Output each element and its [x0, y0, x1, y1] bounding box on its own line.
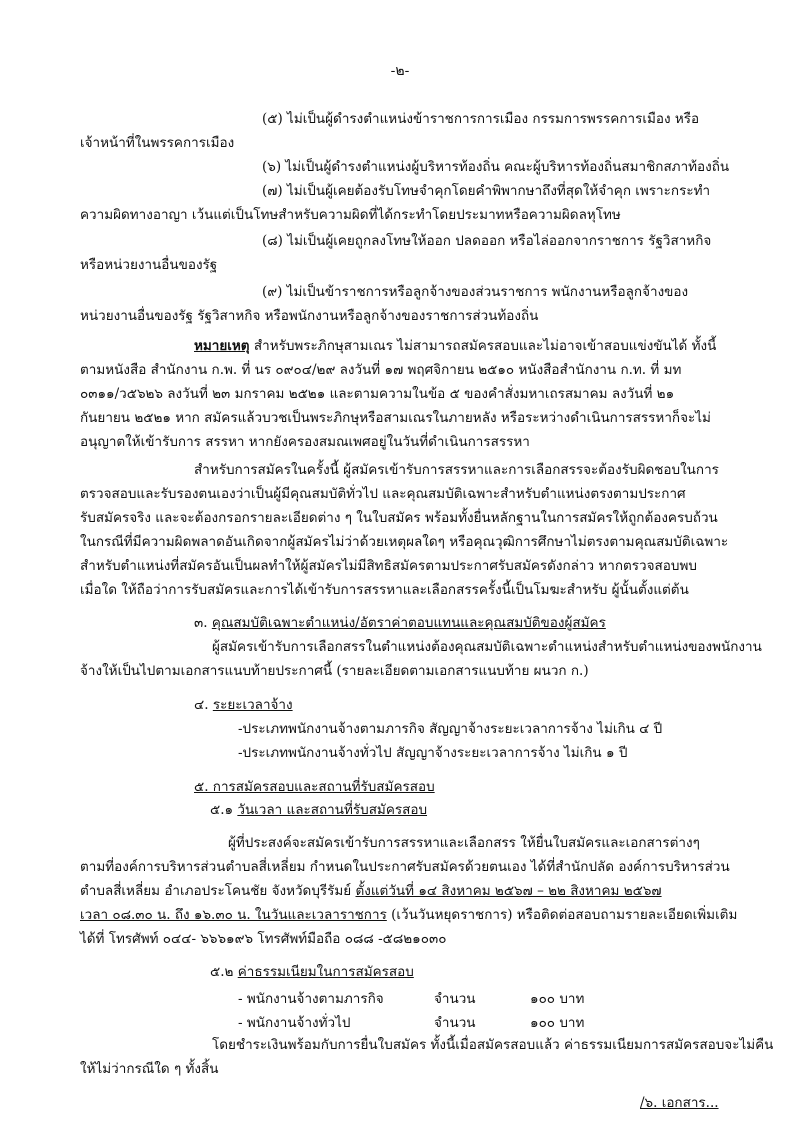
remark-line4: กันยายน ๒๕๒๑ หาก สมัครแล้วบวชเป็นพระภิกษุหรือสามเณรในภายหลัง หรือระหว่างดำเนินการสรรหาก็จะไม่ — [80, 410, 711, 426]
section-5-1-line4 — [80, 906, 737, 924]
qualification-7-line2: ความผิดทางอาญา เว้นแต่เป็นโทษสำหรับความผิดที่ได้กระทำโดยประมาทหรือความผิดลหุโทษ — [80, 207, 621, 223]
qualification-8-line1: (๘) ไม่เป็นผู้เคยถูกลงโทษให้ออก ปลดออก หรือไล่ออกจากราชการ รัฐวิสาหกิจ — [262, 233, 712, 249]
section-5-1-line2: ตามที่องค์การบริหารส่วนตำบลสี่เหลี่ยม กำหนดในประกาศรับสมัครด้วยตนเอง ได้ที่สำนักปลัด องค์การบริหารส่วน — [80, 859, 730, 875]
section-5-1-office-hours: เวลา ๐๘.๓๐ น. ถึง ๑๖.๓๐ น. ในวันและเวลาราชการ — [80, 907, 387, 923]
remark-label: หมายเหตุ — [194, 338, 250, 354]
section-4-item2: -ประเภทพนักงานจ้างทั่วไป สัญญาจ้างระยะเวลาการจ้าง ไม่เกิน ๑ ปี — [238, 745, 628, 761]
section-3-line2: จ้างให้เป็นไปตามเอกสารแนบท้ายประกาศนี้ (รายละเอียดตามเอกสารแนบท้าย ผนวก ก.) — [80, 663, 589, 679]
fee-type: - พนักงานจ้างตามภารกิจ — [238, 991, 384, 1007]
section-5-1-line1: ผู้ที่ประสงค์จะสมัครเข้ารับการสรรหาและเลือกสรร ให้ยื่นใบสมัครและเอกสารต่างๆ — [228, 835, 700, 851]
section-5-2-title: ค่าธรรมเนียมในการสมัครสอบ — [237, 964, 414, 980]
section-5-title: ๕. การสมัครสอบและสถานที่รับสมัครสอบ — [194, 779, 435, 795]
qualification-5-line2: เจ้าหน้าที่ในพรรคการเมือง — [80, 135, 235, 151]
page-number: -๒- — [390, 63, 410, 79]
section-3-number: ๓. — [194, 615, 208, 631]
section-5-1-location: ตำบลสี่เหลี่ยม อำเภอประโคนชัย จังหวัดบุรีรัมย์ — [80, 883, 356, 899]
qualification-9-line2: หน่วยงานอื่นของรัฐ รัฐวิสาหกิจ หรือพนักงานหรือลูกจ้างของราชการส่วนท้องถิ่น — [80, 308, 539, 324]
section-5-1-contact-note: (เว้นวันหยุดราชการ) หรือติดต่อสอบถามรายละเอียดเพิ่มเติม — [386, 907, 738, 923]
section-3-line1: ผู้สมัครเข้ารับการเลือกสรรในตำแหน่งต้องคุณสมบัติเฉพาะตำแหน่งสำหรับตำแหน่งของพนักงาน — [212, 639, 762, 655]
section-5-2-heading — [210, 963, 414, 981]
section-3-title: คุณสมบัติเฉพาะตำแหน่ง/อัตราค่าตอบแทนและคุณสมบัติของผู้สมัคร — [211, 615, 606, 631]
section-5-1-title: วันเวลา และสถานที่รับสมัครสอบ — [237, 802, 428, 818]
applicant-note-line1: สำหรับการสมัครในครั้งนี้ ผู้สมัครเข้ารับการสรรหาและการเลือกสรรจะต้องรับผิดชอบในการ — [194, 462, 719, 478]
section-5-1-phone: ได้ที่ โทรศัพท์ ๐๔๔- ๖๖๖๑๙๖ โทรศัพท์มือถือ ๐๘๘ -๕๘๒๑๐๓๐ — [80, 931, 447, 947]
fee-amount: ๑๐๐ บาท — [530, 1015, 585, 1031]
section-3-heading — [194, 614, 606, 632]
fee-count-label: จำนวน — [434, 991, 476, 1007]
remark-text: สำหรับพระภิกษุสามเณร ไม่สามารถสมัครสอบและไม่อาจเข้าสอบแข่งขันได้ ทั้งนี้ — [249, 338, 717, 354]
applicant-note-line6: เมื่อใด ให้ถือว่าการรับสมัครและการได้เข้ารับการสรรหาและเลือกสรรครั้งนี้เป็นโมฆะสำหรับ ผู้นั้นตั้งแต่ต้น — [80, 582, 689, 598]
section-4-item1: -ประเภทพนักงานจ้างตามภารกิจ สัญญาจ้างระยะเวลาการจ้าง ไม่เกิน ๔ ปี — [238, 721, 663, 737]
qualification-7-line1: (๗) ไม่เป็นผู้เคยต้องรับโทษจำคุกโดยคำพิพากษาถึงที่สุดให้จำคุก เพราะกระทำ — [262, 183, 711, 199]
applicant-note-line5: สำหรับตำแหน่งที่สมัครอันเป็นผลทำให้ผู้สมัครไม่มีสิทธิสมัครตามประกาศรับสมัครดังกล่าว หากตรวจสอบพบ — [80, 558, 697, 574]
section-5-2-number: ๕.๒ — [210, 964, 234, 980]
remark-line5: อนุญาตให้เข้ารับการ สรรหา หากยังครองสมณเพศอยู่ในวันที่ดำเนินการสรรหา — [80, 434, 530, 450]
section-4-title: ระยะเวลาจ้าง — [212, 697, 293, 713]
section-5-1-date-range: ตั้งแต่วันที่ ๑๔ สิงหาคม ๒๕๖๗ – ๒๒ สิงหาคม ๒๕๖๗ — [355, 883, 662, 899]
applicant-note-line4: ในกรณีที่มีความผิดพลาดอันเกิดจากผู้สมัครไม่ว่าด้วยเหตุผลใดๆ หรือคุณวุฒิการศึกษาไม่ตรงตามคุณสมบัติเฉพาะ — [80, 534, 729, 550]
remark-line3: ๐๓๑๑/ว๕๖๒๖ ลงวันที่ ๒๓ มกราคม ๒๕๒๑ และตามความในข้อ ๕ ของคำสั่งมหาเถรสมาคม ลงวันที่ ๒๑ — [80, 386, 675, 402]
remark-line1 — [194, 337, 716, 355]
qualification-9-line1: (๙) ไม่เป็นข้าราชการหรือลูกจ้างของส่วนราชการ พนักงานหรือลูกจ้างของ — [262, 284, 689, 300]
section-5-1-heading — [210, 801, 427, 819]
fee-amount: ๑๐๐ บาท — [530, 991, 585, 1007]
section-4-heading — [194, 696, 293, 714]
fee-count-label: จำนวน — [434, 1015, 476, 1031]
section-4-number: ๔. — [194, 697, 209, 713]
next-page-reference: /๖. เอกสาร... — [640, 1095, 719, 1111]
section-5-1-line3 — [80, 882, 662, 900]
section-5-2-line1: โดยชำระเงินพร้อมกับการยื่นใบสมัคร ทั้งนี้เมื่อสมัครสอบแล้ว ค่าธรรมเนียมการสมัครสอบจะไม่คืน — [212, 1037, 774, 1053]
applicant-note-line2: ตรวจสอบและรับรองตนเองว่าเป็นผู้มีคุณสมบัติทั่วไป และคุณสมบัติเฉพาะสำหรับตำแหน่งตรงตามประกาศ — [80, 486, 686, 502]
fee-type: - พนักงานจ้างทั่วไป — [238, 1015, 351, 1031]
applicant-note-line3: รับสมัครจริง และจะต้องกรอกรายละเอียดต่าง ๆ ในใบสมัคร พร้อมทั้งยื่นหลักฐานในการสมัครให้ถูกต้องครบถ้วน — [80, 510, 718, 526]
qualification-8-line2: หรือหน่วยงานอื่นของรัฐ — [80, 257, 218, 273]
qualification-6: (๖) ไม่เป็นผู้ดำรงตำแหน่งผู้บริหารท้องถิ่น คณะผู้บริหารท้องถิ่นสมาชิกสภาท้องถิ่น — [262, 159, 730, 175]
qualification-5-line1: (๕) ไม่เป็นผู้ดำรงตำแหน่งข้าราชการการเมือง กรรมการพรรคการเมือง หรือ — [262, 111, 700, 127]
section-5-2-line2: ให้ไม่ว่ากรณีใด ๆ ทั้งสิ้น — [80, 1061, 219, 1077]
section-5-1-number: ๕.๑ — [210, 802, 234, 818]
remark-line2: ตามหนังสือ สำนักงาน ก.พ. ที่ นร ๐๙๐๔/๒๙ ลงวันที่ ๑๗ พฤศจิกายน ๒๕๑๐ หนังสือสำนักงาน ก.ท. ที่ มท — [80, 362, 682, 378]
